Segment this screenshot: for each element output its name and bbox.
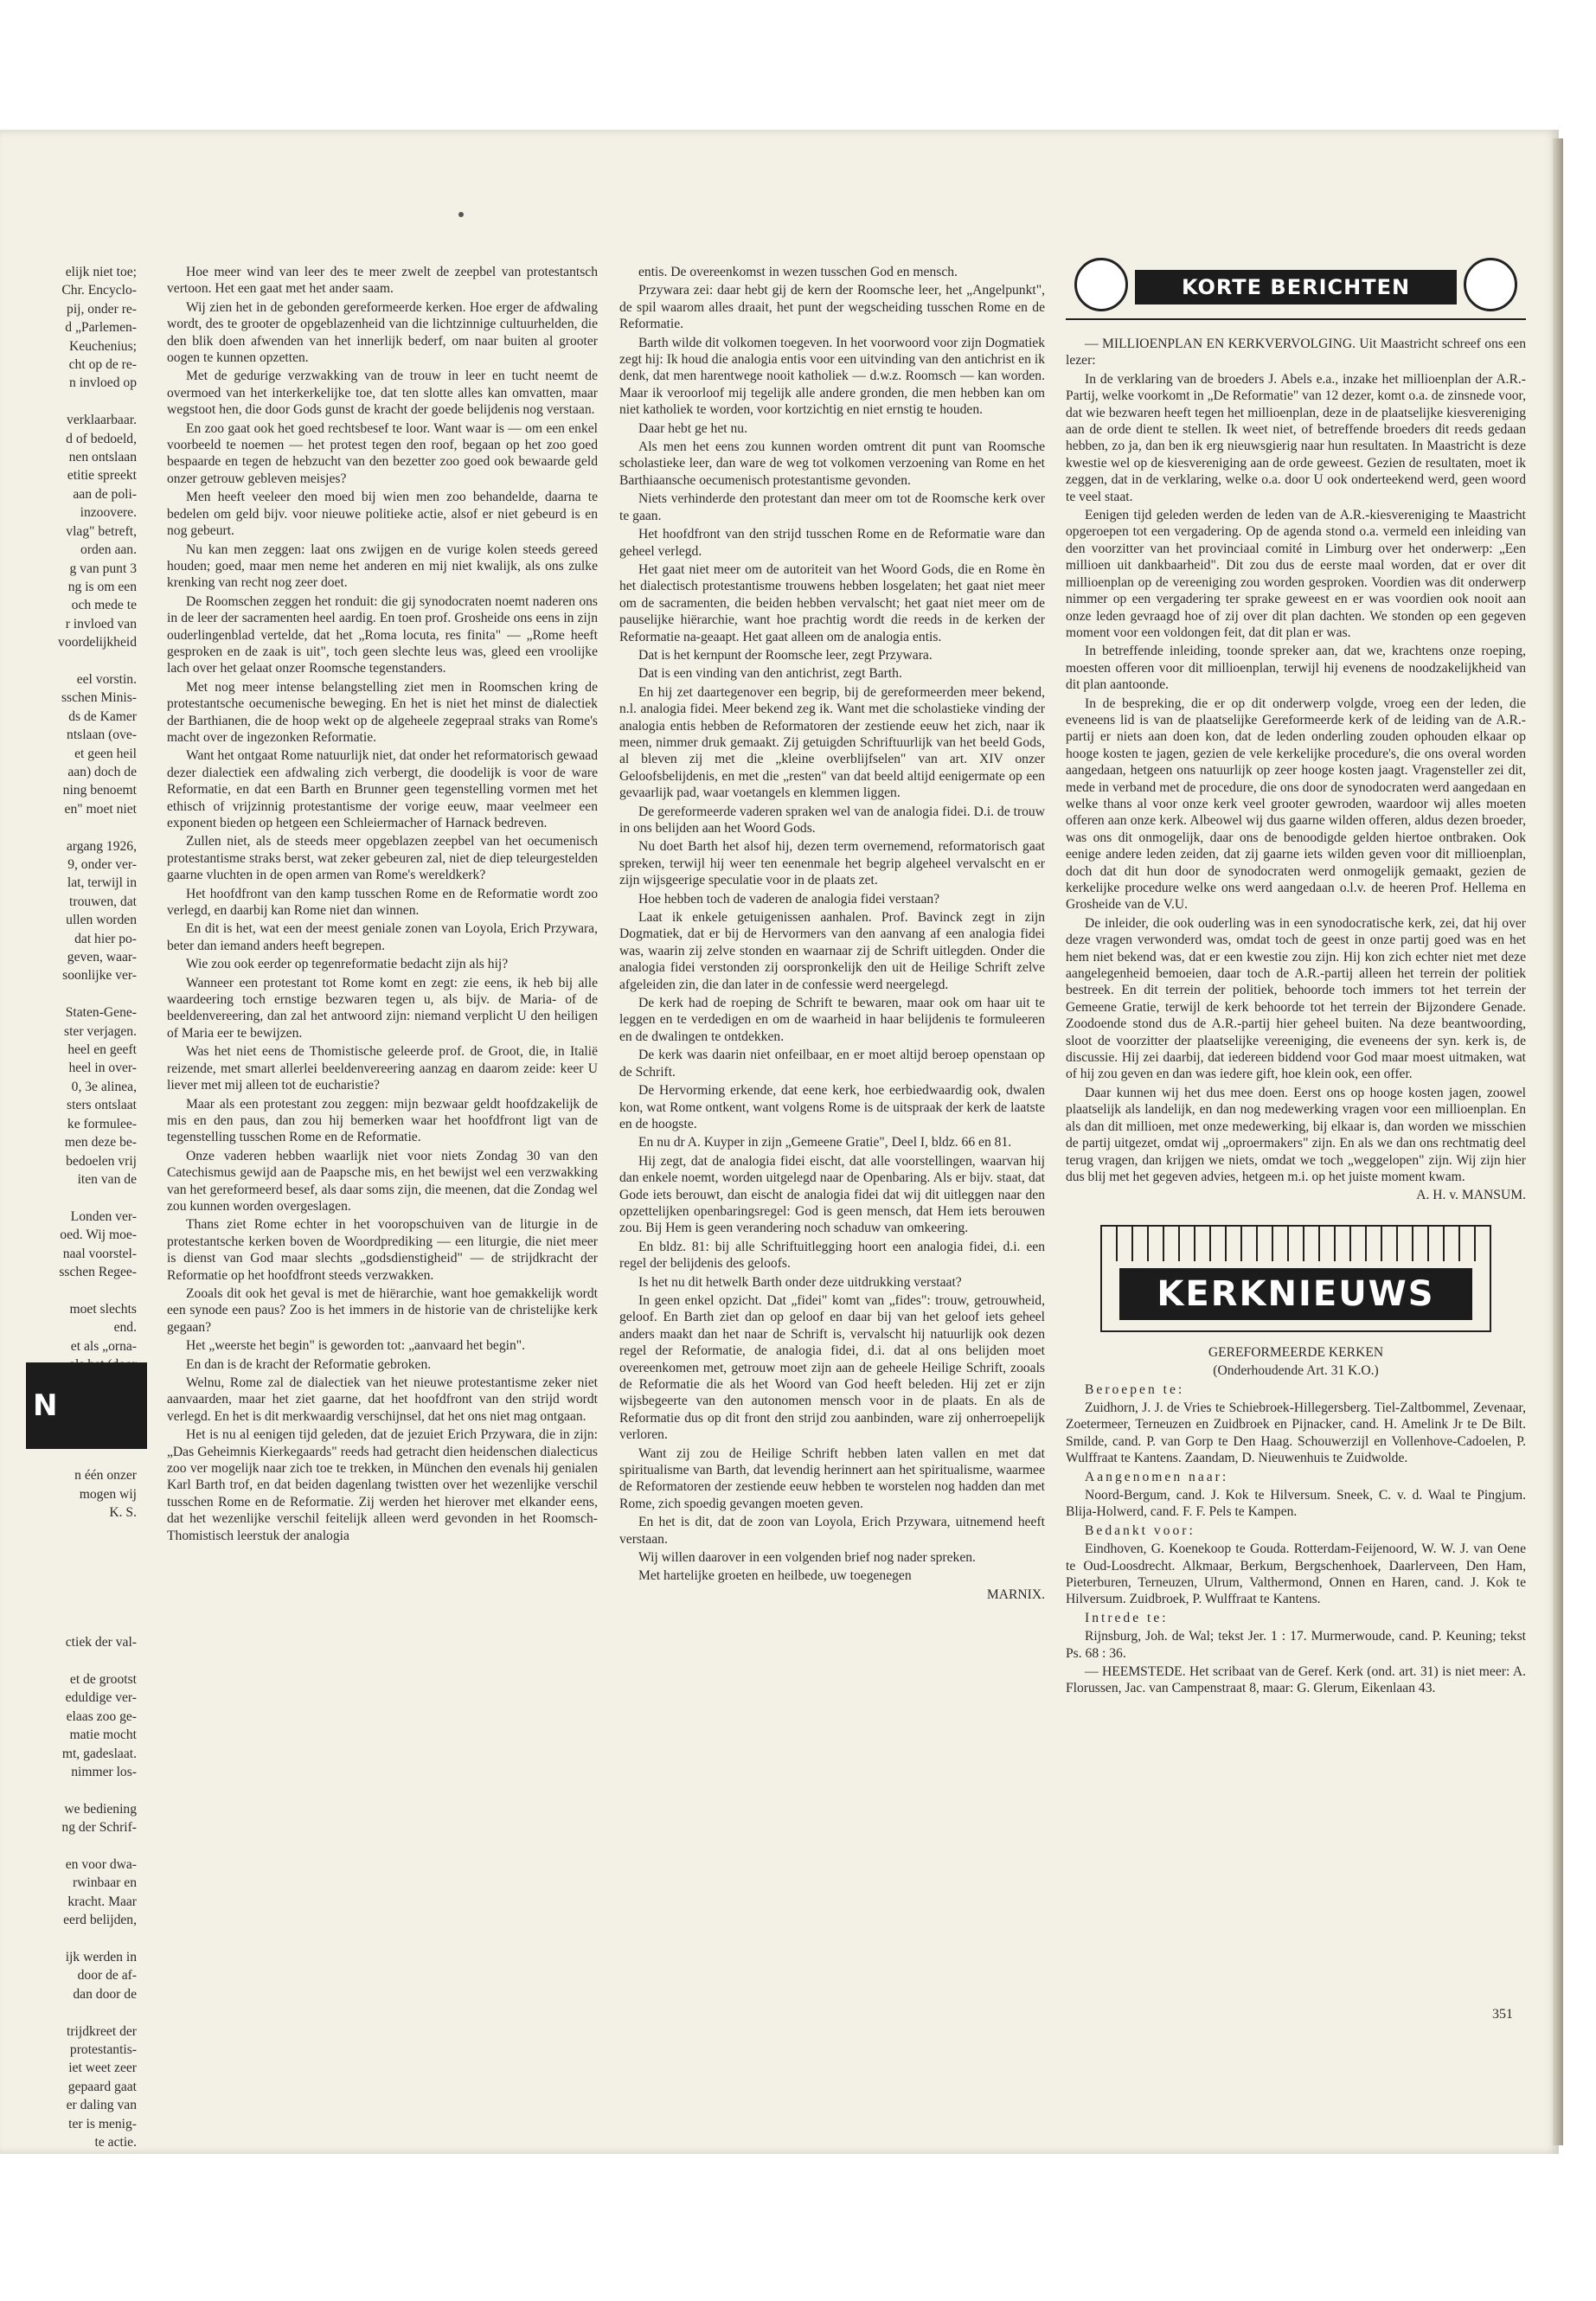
left-page-line [0, 2004, 137, 2021]
bird-emblem-icon [1074, 258, 1128, 311]
article-paragraph: En het is dit, dat de zoon van Loyola, Erich Przywara, uitnemend heeft verstaan. [619, 1515, 1045, 1547]
kerknieuws-header [1100, 1225, 1491, 1332]
left-page-line: bedoelen vrij [66, 1153, 137, 1169]
article-paragraph: De Roomschen zeggen het ronduit: die gij synodocraten noemt naderen ons in de leer der sacramenten heel aardig. En toen prof. Grosheide ons eens in zijn ouderlingenblad vertelde, dat het „Roma locuta, res finita" — „Rome heeft gesproken en de zaak is uit", toch geen slechte leus was, gleed een vroolijke lach over het gelaat onzer Roomsche tegenstanders. [167, 593, 598, 676]
left-page-line: nimmer los- [71, 1764, 137, 1779]
left-page-line: kracht. Maar [67, 1894, 137, 1909]
korte-berichten-heading: — MILLIOENPLAN EN KERKVERVOLGING. Uit Maastricht schreef ons een lezer: [1066, 336, 1526, 369]
article-paragraph: Als men het eens zou kunnen worden omtrent dit punt van Roomsche scholastieke leer, dan ware de weg tot volkomen verzoening van Rome en het Barthiaansche oecumenisch protestantisme gevonden. [619, 439, 1045, 488]
left-page-line: matie mocht [69, 1727, 137, 1743]
left-page-line: end. [113, 1320, 137, 1336]
article-paragraph: Het hoofdfront van den strijd tusschen Rome en de Reformatie ware dan geheel verlegd. [619, 527, 1045, 559]
page-edge [1553, 138, 1563, 2145]
article-paragraph: Daar hebt ge het nu. [638, 420, 747, 436]
kerknieuws-subtitle: GEREFORMEERDE KERKEN [1208, 1344, 1384, 1360]
left-page-line: et als „orna- [70, 1338, 137, 1354]
aangenomen-label: Aangenomen naar: [1085, 1469, 1229, 1484]
article-paragraph: Maar als een protestant zou zeggen: mijn bezwaar geldt hoofdzakelijk de mis en den paus, dan zou hij bemerken waar het hoofdfront ligt van de tegenstelling tusschen Rome en de Reformatie. [167, 1096, 598, 1145]
article-column-b [619, 264, 1045, 2046]
article-paragraph: Is het nu dit hetwelk Barth onder deze uitdrukking verstaat? [638, 1274, 962, 1290]
left-page-line: mt, gadeslaat. [61, 1746, 137, 1761]
left-page-line: elaas zoo ge- [66, 1708, 137, 1724]
left-page-line [0, 1541, 137, 1558]
left-page-line: eel vorstin. [76, 671, 137, 687]
left-page-line: soonlijke ver- [62, 968, 137, 984]
left-page-fragments [0, 264, 137, 2150]
left-page-line: en voor dwa- [65, 1856, 137, 1872]
left-page-line [0, 1523, 137, 1540]
left-page-line: cht op de re- [68, 357, 137, 373]
page-ornament [458, 212, 464, 217]
kerknieuws-title: KERKNIEUWS [1119, 1268, 1472, 1320]
korte-berichten-body [1066, 371, 1526, 1186]
left-page-line: n invloed op [69, 375, 137, 391]
article-paragraph: Dat is een vinding van den antichrist, zegt Barth. [638, 666, 902, 682]
left-page-line: mogen wij [79, 1486, 137, 1502]
kerknieuws-subtitle-2: (Onderhoudende Art. 31 K.O.) [1213, 1363, 1379, 1379]
left-page-line: sschen Minis- [61, 690, 137, 706]
korte-berichten-paragraph: In de verklaring van de broeders J. Abels e.a., inzake het millioenplan der A.R.-Partij, welke voorkomt in „De Reformatie" van 12 dezer, komt o.a. de zinsnede voor, dat wie bezwaren heeft tegen het millioenplan, deze in de plaatselijke kiesvereniging aan de orde dient te stellen. Ik weet niet, of betreffende broeders dit reeds gedaan hebben, zo ja, dan ben ik erg nieuwsgierig naar hun resultaten. In Maastricht is deze kwestie wel op de kiesvereniging aan de orde geweest. Gezien de resultaten, moet ik zeggen, dat in de verklaring, welke o.a. door U ook onderteekend werd, geen woord te veel staat. [1066, 371, 1526, 504]
left-page-line: sters ontslaat [67, 1098, 137, 1113]
left-page-line: Chr. Encyclo- [61, 283, 137, 298]
left-page-line: ng der Schrif- [61, 1820, 137, 1836]
bedankt-label: Bedankt voor: [1085, 1522, 1195, 1538]
left-page-line: sschen Regee- [59, 1264, 137, 1279]
article-paragraph: Nu doet Barth het alsof hij, dezen term overnemend, reformatorisch gaat spreken, terwijl hij weer ten eenenmale het begrip algeheel vervalscht en er zijn wijsgeerige speculatie voor in de plaats zet. [619, 839, 1045, 888]
mansum-signature: A. H. v. MANSUM. [1416, 1188, 1526, 1203]
left-page-line: r invloed van [65, 616, 137, 631]
beroepen-text: Zuidhorn, J. J. de Vries te Schiebroek-Hillegersberg. Tiel-Zaltbommel, Zevenaar, Zoetermeer, Terneuzen en Zuidbroek en Pijnacker, cand. H. Amelink Jr te De Bilt. Smilde, cand. P. van Gorp te Den Haag. Schouwerzijl en Vollenhove-Cadoelen, P. Wulffraat te Kantens. Zaandam, D. Nieuwenhuis te Zuidwolde. [1066, 1400, 1526, 1466]
marnix-signature: MARNIX. [986, 1586, 1045, 1602]
left-page-line: rwinbaar en [72, 1875, 137, 1891]
left-page-line: verklaarbaar. [67, 413, 137, 428]
left-page-line: Keuchenius; [69, 338, 137, 354]
left-page-line: etitie spreekt [67, 468, 137, 484]
left-page-line [0, 394, 137, 410]
korte-berichten-paragraph: In betreffende inleiding, toonde spreker aan, dat we, krachtens onze roeping, moesten offeren voor dit millioenplan, terwijl hij evenens de noodzakelijkheid van dit plan aantoonde. [1066, 644, 1526, 693]
left-page-line: gepaard gaat [67, 2079, 137, 2094]
article-paragraph: Thans ziet Rome echter in het vooropschuiven van de liturgie in de protestantsche kerken boven de Woordprediking — een liturgie, die niet meer is dienst van God maar slechts „godsdienstigheid" — de strijdkracht der Reformatie op het hoofdfront steeds verzwakken. [167, 1217, 598, 1283]
article-paragraph: Wanneer een protestant tot Rome komt en zegt: zie eens, ik heb bij alle waardeering toch ernstige bezwaren tegen u, als bijv. de Maria- of de beeldenvereering, dan zal het antwoord zijn: niemand verplicht U den heiligen of Maria eer te bewijzen. [167, 975, 598, 1041]
article-paragraph: De Hervorming erkende, dat eene kerk, hoe eerbiedwaardig ook, dwalen kon, wat Rome ontkent, want volgens Rome is de uitspraak der kerk de laatste en de hoogste. [619, 1083, 1045, 1131]
article-paragraph: En hij zet daartegenover een begrip, bij de gereformeerden meer bekend, n.l. analogia fidei. Meer bekend zeg ik. Want met die scholastieke vinding der analogia entis hebben de Reformatoren der zestiende eeuw het zich, naar ik meen, nimmer druk gemaakt. Zij getuigden Schriftuurlijk van het beeld Gods, al bleven zij met die „kleine overblijfselen" van art. XIV onzer Geloofsbelijdenis, en met die „resten" van dat beeld altijd eenigermate op een gevaarlijk pad, waar voetangels en klemmen liggen. [619, 684, 1045, 801]
left-page-line: orden aan. [80, 542, 137, 558]
beroepen-label: Beroepen te: [1085, 1381, 1185, 1397]
left-page-line: d „Parlemen- [65, 320, 137, 336]
left-page-line [0, 1579, 137, 1595]
article-paragraph: Hoe hebben toch de vaderen de analogia fidei verstaan? [638, 891, 940, 907]
article-paragraph: Met hartelijke groeten en heilbede, uw toegenegen [638, 1568, 912, 1584]
left-page-line: voordelijkheid [58, 635, 137, 651]
left-page-line: et geen heil [74, 746, 137, 761]
left-page-line: ster verjagen. [64, 1023, 137, 1039]
left-page-line: dan door de [73, 1986, 137, 2002]
left-page-line: g van punt 3 [69, 561, 137, 576]
crest-emblem-icon [1464, 258, 1517, 311]
article-paragraph: En dit is het, wat een der meest geniale zonen van Loyola, Erich Przywara, beter dan iemand anders heeft begrepen. [167, 921, 598, 953]
left-page-line: ijk werden in [65, 1949, 137, 1965]
left-page-line: ctiek der val- [65, 1635, 137, 1650]
korte-berichten-paragraph: De inleider, die ook ouderling was in een synodocratische kerk, zei, dat hij over deze vragen verwonderd was, omdat toch de geest in onze partij goed was en het hem niet bekend was, dat er een kwestie zou zijn. Hij kon zich echter niet met deze aangelegenheid bemoeien, daar toch de A.R.-partij alleen het terrein der politiek bestreek. En dit terrein der politiek, behoorde toch immers tot het terrein der Gemeene Gratie, terwijl de kerk behoorde tot het terrein der Bijzondere Genade. Zoodoende stond dus de A.R.-partij hier geheel buiten. Na deze beantwoording, sloot de voorzitter der plaatselijke vereeniging, die eveneens der syn. kerk is, de discussie. Hij zei daarbij, dat iedereen biddend voor God maar moest uitmaken, wat of hij zou geven en dan was iedere gift, hoe klein ook, een offer. [1066, 915, 1526, 1082]
left-page-line [0, 1838, 137, 1855]
left-page-line [0, 1931, 137, 1947]
article-paragraph: De gereformeerde vaderen spraken wel van de analogia fidei. D.i. de trouw in ons belijden aan het Woord Gods. [619, 804, 1045, 836]
article-paragraph: Hij zegt, dat de analogia fidei eischt, dat alle voorstellingen, waarvan hij dan enkele noemt, worden uitgelegd naar de Openbaring. Als er bijv. staat, dat Gode iets berouwt, dan eischt de analogia fidei dat wij dit uitleggen naar den opzettelijken openbaringsregel: God is geen mensch, dat Hem iets berouwen zou. Bij Hem is geen verandering noch schaduw van omkeering. [619, 1153, 1045, 1236]
left-page-line: geven, waar- [67, 950, 137, 965]
left-page-line: ntslaan (ove- [67, 727, 137, 743]
left-page-line: ning benoemt [62, 783, 137, 798]
article-paragraph: Was het niet eens de Thomistische geleerde prof. de Groot, die, in Italië reizende, met smart allerlei beeldenvereering aanzag en daarom zeide: keer U liever met mij alleen tot de eucharistie? [167, 1044, 598, 1093]
left-page-line: trijdkreet der [67, 2023, 137, 2039]
left-page-line [0, 986, 137, 1003]
article-paragraph: Niets verhinderde den protestant dan meer om tot de Roomsche kerk over te gaan. [619, 491, 1045, 523]
left-page-line: heel en geeft [67, 1042, 137, 1058]
article-paragraph: Wij zien het in de gebonden gereformeerde kerken. Hoe erger de afdwaling wordt, des te grooter de opgeblazenheid van die lichtzinnige cultuurhelden, die den blik doen afwenden van het innerlijk bederf, om naar buiten al grooter oogen te kunnen opzetten. [167, 299, 598, 366]
left-page-line [0, 1616, 137, 1632]
left-page-line [0, 1560, 137, 1576]
article-paragraph: Hoe meer wind van leer des te meer zwelt de zeepbel van protestantsch vertoon. Het een gaat met het ander saam. [167, 265, 598, 297]
article-paragraph: En nu dr A. Kuyper in zijn „Gemeene Gratie", Deel I, bldz. 66 en 81. [638, 1135, 1012, 1150]
article-paragraph: Nu kan men zeggen: laat ons zwijgen en de vurige kolen steeds gereed houden; goed, maar men neme het anderen en mij niet kwalijk, als ons zulke krenking van recht nog zeer doet. [167, 542, 598, 591]
korte-berichten-header [1066, 251, 1526, 320]
article-paragraph: En dan is de kracht der Reformatie gebroken. [186, 1356, 432, 1372]
left-page-line: aan de poli- [73, 486, 137, 502]
left-page-line: n één onzer [74, 1468, 137, 1484]
article-paragraph: Want zij zou de Heilige Schrift hebben laten vallen en met dat spiritualisme van Barth, dat levendig herinnert aan het spiritualisme, waarmee de Reformatoren der zestiende eeuw hebben te worstelen nog hadden dan met Rome, zich spoedig gevangen moeten geven. [619, 1445, 1045, 1511]
left-page-line: moet slechts [69, 1301, 137, 1317]
left-page-line: ter is menig- [68, 2116, 137, 2131]
left-page-line: en" moet niet [64, 801, 137, 817]
left-page-line: och mede te [71, 598, 137, 613]
article-paragraph: Dat is het kernpunt der Roomsche leer, zegt Przywara. [638, 647, 933, 663]
left-page-line [0, 1189, 137, 1206]
article-paragraph: Met nog meer intense belangstelling ziet men in Roomschen kring de protestantsche oecumenische beweging. En het is niet het minst de dialectiek der Barthianen, die de hoop wekt op de algeheele zegepraal straks van Rome's macht over de ingezonken Reformatie. [167, 679, 598, 745]
bedankt-text: Eindhoven, G. Koenekoop te Gouda. Rotterdam-Feijenoord, W. W. J. van Oene te Oud-Loosdrecht. Alkmaar, Berkum, Bergschenhoek, Daarlerveen, Den Ham, Pieterburen, Terneuzen, Ulrum, Valthermond, Onnen en Haren, cand. J. Kok te Hilversum. Zuidbroek, P. Wulffraat te Kantens. [1066, 1541, 1526, 1607]
article-column-a [167, 264, 598, 2046]
left-page-line: er daling van [66, 2098, 137, 2113]
article-paragraph: Zullen niet, als de steeds meer opgeblazen zeepbel van het oecumenisch protestantisme straks berst, wat zeker gebeuren zal, niet de diep teleurgestelden gaarne vluchten in de open armen van Rome's wereldkerk? [167, 834, 598, 883]
left-page-line: vlag" betreft, [66, 523, 137, 539]
article-paragraph: De kerk had de roeping de Schrift te bewaren, maar ook om haar uit te leggen en te verdedigen en om de waarheid in haar belijdenis te formuleeren en de dwalingen te ontdekken. [619, 996, 1045, 1044]
article-paragraph: Zooals dit ook het geval is met de hiërarchie, want hoe gemakkelijk wordt een synode een paus? Zoo is het immers in de historie van de christelijke kerk gegaan? [167, 1285, 598, 1335]
aangenomen-text: Noord-Bergum, cand. J. Kok te Hilversum. Sneek, C. v. d. Waal te Pingjum. Blija-Holwerd, cand. F. F. Pels te Kampen. [1066, 1487, 1526, 1520]
left-page-line: ke formulee- [67, 1116, 137, 1131]
left-page-line: we bediening [64, 1801, 137, 1817]
article-paragraph: Wie zou ook eerder op tegenreformatie bedacht zijn als hij? [186, 957, 509, 972]
article-paragraph: In geen enkel opzicht. Dat „fidei" komt van „fides": trouw, getrouwheid, geloof. En Barth ziet dan op geloof en daar bij van het geloof iets geheel anders maakt dan het naar de Schrift is, vervalscht hij natuurlijk ook dezen regel der Reformatie, de analogia fidei, d.i. dat al ons belijden moet overeenkomen met, getrouw moet zijn aan de geheele Heilige Schrift, zooals de Reformatie die als het Woord van God heeft beleden. Hij zet er zijn wijsbegeerte van den autonomen mensch voor in de plaats. En als de Reformatie dus op dit front den strijd zou aanbinden, ware zij onherroepelijk verloren. [619, 1292, 1045, 1443]
left-page-line [0, 1782, 137, 1798]
left-page-line: Staten-Gene- [65, 1005, 137, 1021]
article-paragraph: De kerk was daarin niet onfeilbaar, en er moet altijd beroep openstaan op de Schrift. [619, 1048, 1045, 1080]
intrede-text: Rijnsburg, Joh. de Wal; tekst Jer. 1 : 17. Murmerwoude, cand. P. Keuning; tekst Ps. 68 : 36. [1066, 1629, 1526, 1661]
article-paragraph: En zoo gaat ook het goed rechtsbesef te loor. Want waar is — om een enkel voorbeeld te noemen — het protest tegen den roof, begaan op het zoo goed bespaarde en tegen de hebzucht van den bezetter zoo goed ook bewaarde geld onzer getrouw gebleven meisjes? [167, 420, 598, 486]
left-page-line: 0, 3e alinea, [71, 1079, 137, 1094]
left-page-line [0, 653, 137, 670]
article-paragraph: Laat ik enkele getuigenissen aanhalen. Prof. Bavinck zegt in zijn Dogmatiek, dat er bij de Hervormers van den aanvang af een analogia fidei was, waarin zij zelve stonden en waarnaar zij de Schrift uitlegden. Onder die analogia fidei verstonden zij oorspronkelijk den uit de Heilige Schrift zelve afgeleiden zin, die dan later in de confessie werd neergelegd. [619, 910, 1045, 992]
left-page-line: nen ontslaan [68, 450, 137, 465]
church-roof-decoration [1102, 1227, 1490, 1261]
left-page-line [0, 1597, 137, 1613]
article-paragraph: Men heeft veeleer den moed bij wien men zoo behandelde, daarna te bedelen om geld bijv. voor nieuwe politieke actie, alsof er niet gebeurd is en nog gebeurt. [167, 490, 598, 539]
article-paragraph: En bldz. 81: bij alle Schriftuitlegging hoort een analogia fidei, d.i. een regel der belijdenis des geloofs. [619, 1239, 1045, 1272]
left-page-line: trouwen, dat [69, 894, 137, 909]
left-page-line: ds de Kamer [68, 708, 137, 724]
article-paragraph: Welnu, Rome zal de dialectiek van het nieuwe protestantisme zeker niet aanvaarden, maar het ziet gaarne, dat het hoofdfront van den strijd wordt verlegd. En het is dit merkwaardig verschijnsel, dat het ons niet mag ontgaan. [167, 1375, 598, 1424]
korte-berichten-paragraph: In de bespreking, die er op dit onderwerp volgde, vroeg een der leden, die eveneens lid is van de plaatselijke Gereformeerde kerk of de leiding van de A.R.-partij er niets aan doen kon, dat de leden onderling zouden ophouden elkaar op hooge kosten te jagen, gezien de vele kerkelijke procedure's, die ons overal worden aangedaan, hetgeen ons natuurlijk op zeer hooge kosten jaagt. Vragensteller zei dit, mede in verband met de procedure, die ons door de synodocraten werd aangedaan en welke thans al voor onze kerk veel grooter gewroden, waardoor wij alles moeten offeren aan onze kerk. Albeowel wij dus gaarne wilden offeren, aldus dezen broeder, was ons dit onmogelijk, daar ons de benoodigde gelden hiertoe ontbraken. Ook eenige andere leden zeiden, dat zij gaarne iets wilden geven voor dit millioenplan, doch dat dit hun door de synodocraten werd onmogelijk gemaakt, gezien de kerkelijke procedure welke ons werd aangedaan o.l.v. de heeren Prof. Hellema en Grosheide van de V.U. [1066, 695, 1526, 913]
left-page-line [0, 1282, 137, 1298]
article-paragraph: Het gaat niet meer om de autoriteit van het Woord Gods, die en Rome èn het dialectisch protestantisme trouwens hebben losgelaten; het gaat niet meer om de sacramenten, die beiden hebben vervalscht; het gaat niet meer om de pauselijke hiërarchie, want hoe prachtig wordt die reeds in de kerken der Reformatie na-geaapt. Het gaat alleen om de analogia entis. [619, 561, 1045, 644]
left-page-line: dat hier po- [74, 931, 137, 946]
left-page-line: men deze be- [64, 1135, 137, 1150]
intrede-label: Intrede te: [1085, 1610, 1169, 1625]
article-paragraph: Het is nu al eenigen tijd geleden, dat de jezuiet Erich Przywara, die in zijn: „Das Geheimnis Kierkegaards" reeds had getracht dien heidenschen dialecticus zoo ver mogelijk naar zich toe te trekken, in München den evenals hij genialen Karl Barth trof, en dat beiden dagenlang twistten over het wezenlijke verschil tusschen Rome en de Reformatie. Zij werden het hierover met elkander eens, dat het wezenlijke verschil feitelijk alleen werd gevonden in het Roomsch-Thomistisch leerstuk der analogia [167, 1427, 598, 1543]
article-paragraph: Want het ontgaat Rome natuurlijk niet, dat onder het reformatorisch gewaad dezer dialectiek een afdwaling zich verbergt, die doodelijk is voor de ware Reformatie, en dat een Barth en Brunner geen tegenstelling vormen met het ethisch of vrijzinnig protestantisme der vorige eeuw, maar veelmeer een exponent bieden op hetgeen een Schleiermacher of Harnack bedreven. [167, 748, 598, 830]
left-page-line [0, 1652, 137, 1669]
article-paragraph: Wij willen daarover in een volgenden brief nog nader spreken. [638, 1550, 976, 1566]
left-page-line: aan) doch de [67, 764, 137, 779]
korte-berichten-paragraph: Eenigen tijd geleden werden de leden van de A.R.-kiesvereniging te Maastricht opgeroepen tot een vergadering. Op de agenda stond o.a. vermeld een inleiding van den voorzitter van het provinciaal comité in Limburg over het onderwerp: „Een millioen uit dankbaarheid". Dit zou dus de eerste maal worden, dat er over dit millioenplan op de vereeniging zou worden gesproken. Voordien was dit onderwerp nimmer op een vergadering ter sprake geweest en er was voordien ook nooit aan onze leden gevraagd hoe of zij over dit plan dachten. We stonden op een gegeven moment voor een voldongen feit, dat dit plan er was. [1066, 508, 1526, 640]
left-page-line: door de af- [77, 1968, 137, 1984]
left-page-line: pij, onder re- [67, 301, 137, 317]
left-page-line: et de grootst [69, 1671, 137, 1687]
left-page-line: K. S. [109, 1505, 137, 1521]
left-page-line: eduldige ver- [65, 1690, 137, 1706]
article-paragraph: Barth wilde dit volkomen toegeven. In het voorwoord voor zijn Dogmatiek zegt hij: Ik houd die analogia entis voor een uitvinding van den antichrist en ik denk, dat men harentwege nooit katholiek — d.w.z. Roomsch — kan worden. Maar ik veroorloof mij tegelijk alle andere gronden, die men hebben kan om niet katholiek te worden, voor kortzichtig en niet ernstig te houden. [619, 335, 1045, 418]
article-paragraph: Met de gedurige verzwakking van de trouw in leer en tucht neemt de overmoed van het interkerkelijke toe, dat ten slotte alles kan omvatten, maar wegstoot hen, die door Gods gunst de kracht der goede belijdenis nog verstaan. [167, 369, 598, 418]
korte-berichten-paragraph: Daar kunnen wij het dus mee doen. Eerst ons op hooge kosten jagen, zoowel plaatselijk als landelijk, en dan nog medewerking vragen voor een millioenplan. En als dan dit millioen, met onze medewerking, bij elkaar is, dan worden we misschien de partij uitgezet, omdat wij „oproermakers" zijn. En als we dan ons rechtmatig deel terug vragen, dan krijgen we niets, omdat we toch „weggelopen" zijn. Wij zijn hier dus blij met het gegeven advies, hetgeen m.i. op het juiste moment kwam. [1066, 1085, 1526, 1184]
left-page-line: argang 1926, [66, 838, 137, 854]
right-column [1066, 251, 1526, 2041]
heemstede-notice: — HEEMSTEDE. Het scribaat van de Geref. Kerk (ond. art. 31) is niet meer: A. Florussen, Jac. van Campenstraat 8, maar: G. Glerum, Eikenlaan 43. [1066, 1664, 1526, 1696]
left-page-line: elijk niet toe; [65, 265, 137, 279]
left-page-line: ullen worden [66, 913, 137, 928]
left-page-line: Londen ver- [70, 1208, 137, 1224]
article-paragraph: Onze vaderen hebben waarlijk niet voor niets Zondag 30 van den Catechismus gewijd aan de Paapsche mis, en het bewijst wel een verzwakking van het gereformeerd besef, als daar soms zijn, die meenen, dat die Zondag wel zou kunnen worden overgeslagen. [167, 1148, 598, 1214]
left-page-line: protestantis- [69, 2042, 137, 2057]
left-page-line: iet weet zeer [68, 2061, 137, 2076]
article-paragraph: entis. De overeenkomst in wezen tusschen God en mensch. [638, 265, 958, 279]
left-page-line: iten van de [77, 1171, 137, 1187]
article-paragraph: Het „weerste het begin" is geworden tot: „aanvaard het begin". [186, 1338, 526, 1354]
left-page-line: naal voorstel- [62, 1246, 137, 1261]
korte-berichten-title: KORTE BERICHTEN [1135, 270, 1457, 304]
left-page-line: oed. Wij moe- [60, 1227, 137, 1243]
left-page-line: inzoovere. [80, 505, 137, 521]
left-page-line: 9, onder ver- [67, 857, 137, 872]
left-page-emblem: N [26, 1362, 147, 1449]
left-page-line: lat, terwijl in [67, 875, 137, 891]
page-number: 351 [1492, 2007, 1513, 2022]
left-page-line: ng is om een [67, 579, 137, 594]
left-page-line [0, 1449, 137, 1465]
article-paragraph: Het hoofdfront van den kamp tusschen Rome en de Reformatie wordt zoo verlegd, en daarbij kan Rome niet dan winnen. [167, 886, 598, 919]
left-page-line: eerd belijden, [63, 1913, 137, 1928]
left-page-line: heel in over- [68, 1061, 137, 1076]
left-page-line [0, 819, 137, 836]
article-paragraph: Przywara zei: daar hebt gij de kern der Roomsche leer, het „Angelpunkt", de spil waarom alles draait, het punt der wegscheiding tusschen Rome en de Reformatie. [619, 283, 1045, 332]
left-page-line: d of bedoeld, [66, 431, 137, 446]
left-page-line: te actie. [94, 2135, 137, 2150]
